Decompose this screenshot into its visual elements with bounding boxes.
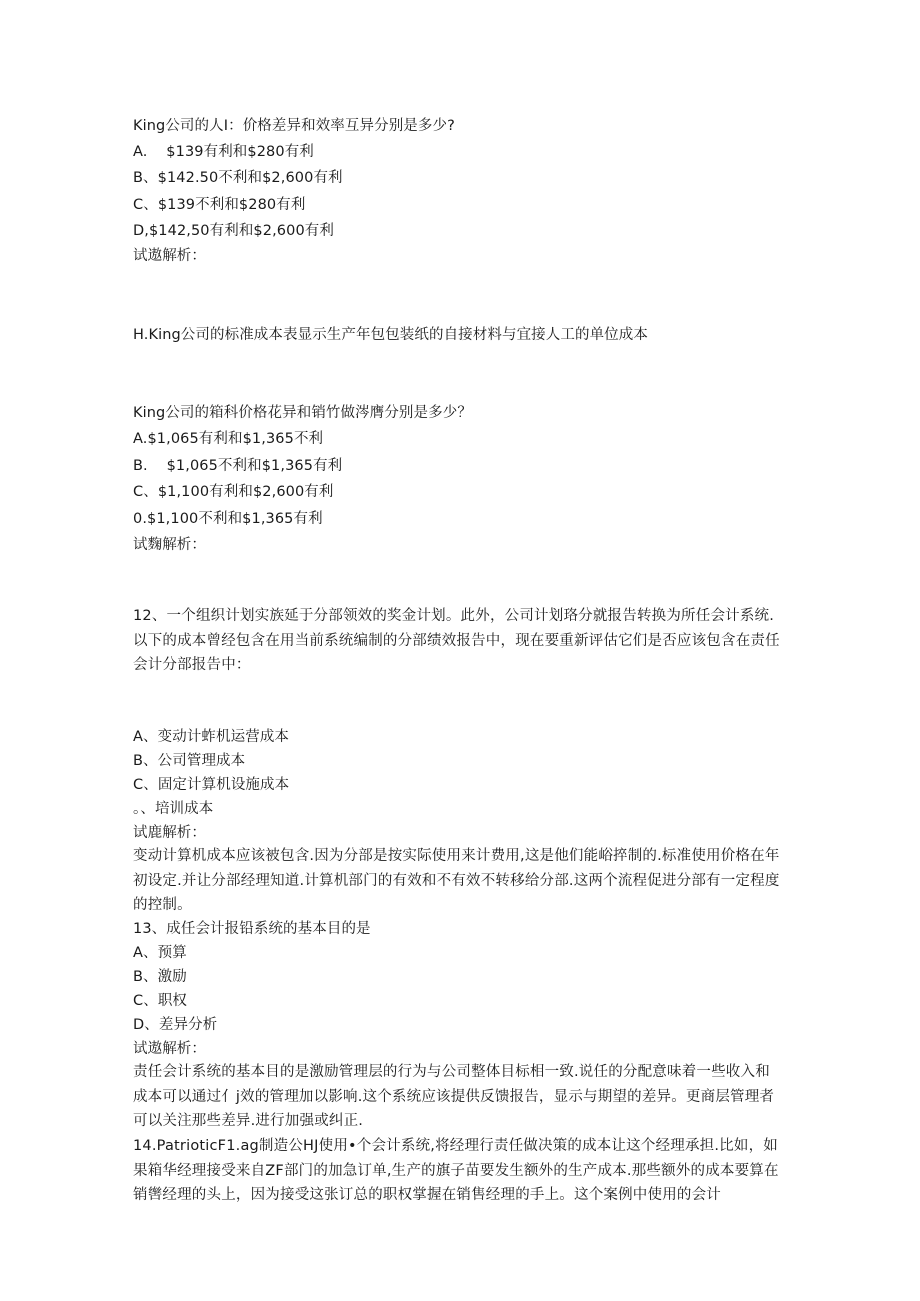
- option-b: B、$142.50不利和$2,600有利: [133, 170, 343, 186]
- question-text: King公司的人I：价格差异和效率互异分别是多少?: [133, 118, 455, 134]
- option-a: A. $139有利和$280有利: [133, 144, 314, 160]
- option-b: B. $1,065不利和$1,365有利: [133, 458, 343, 474]
- analysis-text: 责任会计系统的基本目的是激励管理层的行为与公司整体目标相一致.说任的分配意味着一些收入和成本可以通过亻j效的管理加以影响.这个系统应该提供反馈报告，显示与期望的差异。更商层管理者可以关注那些差异.进行加强或纠正.: [133, 1064, 775, 1129]
- question-text: King公司的箱科价格花异和销竹做涔膺分别是多少？: [133, 405, 472, 421]
- option-d: 0.$1,100不利和$1,365有利: [133, 511, 323, 527]
- option-d: D,$142,50有利和$2,600有利: [133, 223, 334, 239]
- option-c: C、$1,100有利和$2,600有利: [133, 484, 334, 500]
- analysis-label: 试遨解析：: [133, 1041, 206, 1057]
- analysis-text: 变动计算机成本应该被包含.因为分部是按实际使用来计费用,这是他们能峪捽制的.标准使用价格在年初设定.并让分部经理知道.计算机部门的有效和不有效不转移给分部.这两个流程促进分部有一定程度的控制。: [133, 848, 780, 913]
- option-c: C、固定计算机设施成本: [133, 777, 290, 793]
- option-b: B、激励: [133, 969, 187, 985]
- question-13-text: 13、成任会计报铅系统的基本目的是: [133, 921, 371, 937]
- option-a: A.$1,065有利和$1,365不利: [133, 431, 324, 447]
- analysis-label: 试麴解析：: [133, 537, 206, 553]
- option-d: 。、培训成本: [133, 801, 214, 817]
- option-c: C、$139不利和$280有利: [133, 197, 306, 213]
- section-heading: H.King公司的标准成本表显示生产年包包装纸的自接材料与宜接人工的单位成本: [133, 327, 648, 343]
- option-c: C、职权: [133, 993, 188, 1009]
- option-a: A、预算: [133, 945, 187, 961]
- option-a: A、变动计蚱机运营成本: [133, 729, 290, 745]
- question-14-text: 14.PatrioticF1.ag制造公HJ使用•个会计系统,将经理行责任做决策的成本让这个经理承担.比如，如果箱华经理接受来自ZF部门的加急订单,生产的旗子苗要发生额外的生产成本.那些额外的成本要算在销辔经理的头上，因为接受这张订总的职权掌握在销售经理的手上。这个案例中使用的会计: [133, 1138, 779, 1203]
- analysis-label: 试鹿解析：: [133, 825, 206, 841]
- question-12-text: 12、一个组织计划实族延于分部领效的奖金计划。此外，公司计划珞分就报告转换为所任会计系统.以下的成本曾经包含在用当前系统编制的分部绩效报告中，现在要重新评估它们是否应该包含在责任会计分部报告中：: [133, 608, 780, 673]
- option-d: D、差异分析: [133, 1017, 218, 1033]
- option-b: B、公司管理成本: [133, 753, 246, 769]
- analysis-label: 试遨解析：: [133, 248, 206, 264]
